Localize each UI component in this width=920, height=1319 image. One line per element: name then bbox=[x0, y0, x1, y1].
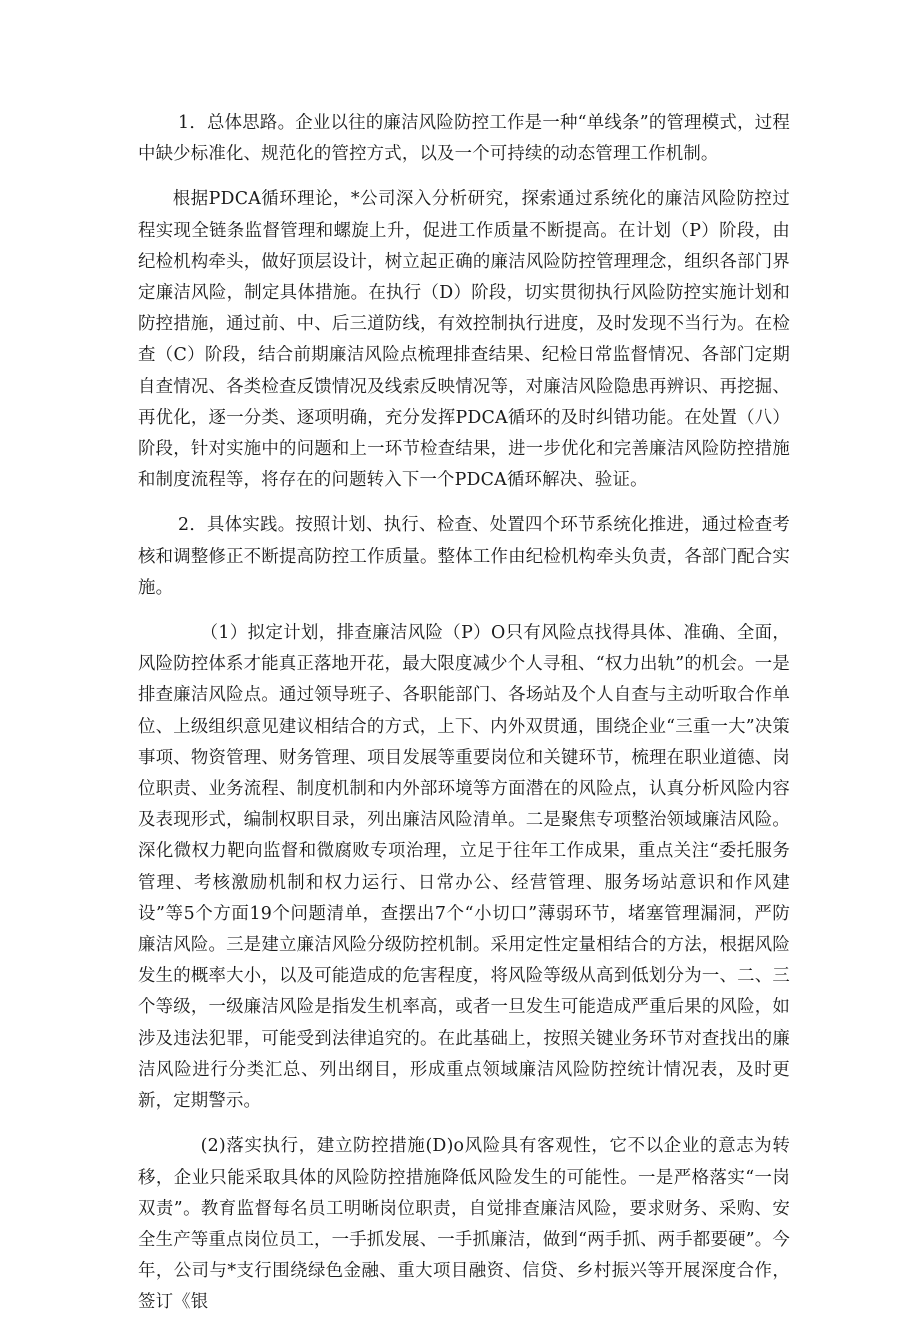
paragraph-specific-practice: 2．具体实践。按照计划、执行、检查、处置四个环节系统化推进，通过检查考核和调整修正不断提高防控工作质量。整体工作由纪检机构牵头负责，各部门配合实施。 bbox=[138, 515, 790, 598]
paragraph-do-stage: (2)落实执行，建立防控措施(D)o风险具有客观性，它不以企业的意志为转移，企业只能采取具体的风险防控措施降低风险发生的可能性。一是严格落实“一岗双责”。教育监督每名员工明晰岗位职责，自觉排查廉洁风险，要求财务、采购、安全生产等重点岗位员工，一手抓发展、一手抓廉洁，做到“两手抓、两手都要硬”。今年，公司与*支行围绕绿色金融、重大项目融资、信贷、乡村振兴等开展深度合作，签订《银 bbox=[138, 1136, 790, 1313]
paragraph-plan-stage: （1）拟定计划，排查廉洁风险（P）O只有风险点找得具体、准确、全面，风险防控体系才能真正落地开花，最大限度减少个人寻租、“权力出轨”的机会。一是排查廉洁风险点。通过领导班子、各职能部门、各场站及个人自查与主动听取合作单位、上级组织意见建议相结合的方式，上下、内外双贯通，围绕企业“三重一大”决策事项、物资管理、财务管理、项目发展等重要岗位和关键环节，梳理在职业道德、岗位职责、业务流程、制度机制和内外部环境等方面潜在的风险点，认真分析风险内容及表现形式，编制权职目录，列出廉洁风险清单。二是聚焦专项整治领域廉洁风险。深化微权力靶向监督和微腐败专项治理，立足于往年工作成果，重点关注“委托服务管理、考核激励机制和权力运行、日常办公、经营管理、服务场站意识和作风建设”等5个方面19个问题清单，查摆出7个“小切口”薄弱环节，堵塞管理漏洞，严防廉洁风险。三是建立廉洁风险分级防控机制。采用定性定量相结合的方法，根据风险发生的概率大小，以及可能造成的危害程度，将风险等级从高到低划分为一、二、三个等级，一级廉洁风险是指发生机率高，或者一旦发生可能造成严重后果的风险，如涉及违法犯罪，可能受到法律追究的。在此基础上，按照关键业务环节对查找出的廉洁风险进行分类汇总、列出纲目，形成重点领域廉洁风险防控统计情况表，及时更新，定期警示。 bbox=[138, 623, 790, 1112]
paragraph-pdca-theory: 根据PDCA循环理论，*公司深入分析研究，探索通过系统化的廉洁风险防控过程实现全链条监督管理和螺旋上升，促进工作质量不断提高。在计划（P）阶段，由纪检机构牵头，做好顶层设计，树立起正确的廉洁风险防控管理理念，组织各部门界定廉洁风险，制定具体措施。在执行（D）阶段，切实贯彻执行风险防控实施计划和防控措施，通过前、中、后三道防线，有效控制执行进度，及时发现不当行为。在检查（C）阶段，结合前期廉洁风险点梳理排查结果、纪检日常监督情况、各部门定期自查情况、各类检查反馈情况及线索反映情况等，对廉洁风险隐患再辨识、再挖掘、再优化，逐一分类、逐项明确，充分发挥PDCA循环的及时纠错功能。在处置（八）阶段，针对实施中的问题和上一环节检查结果，进一步优化和完善廉洁风险防控措施和制度流程等，将存在的问题转入下一个PDCA循环解决、验证。 bbox=[138, 189, 790, 491]
document-body bbox=[138, 108, 790, 1319]
paragraph-overall-approach: 1．总体思路。企业以往的廉洁风险防控工作是一种“单线条”的管理模式，过程中缺少标准化、规范化的管控方式，以及一个可持续的动态管理工作机制。 bbox=[138, 113, 790, 165]
